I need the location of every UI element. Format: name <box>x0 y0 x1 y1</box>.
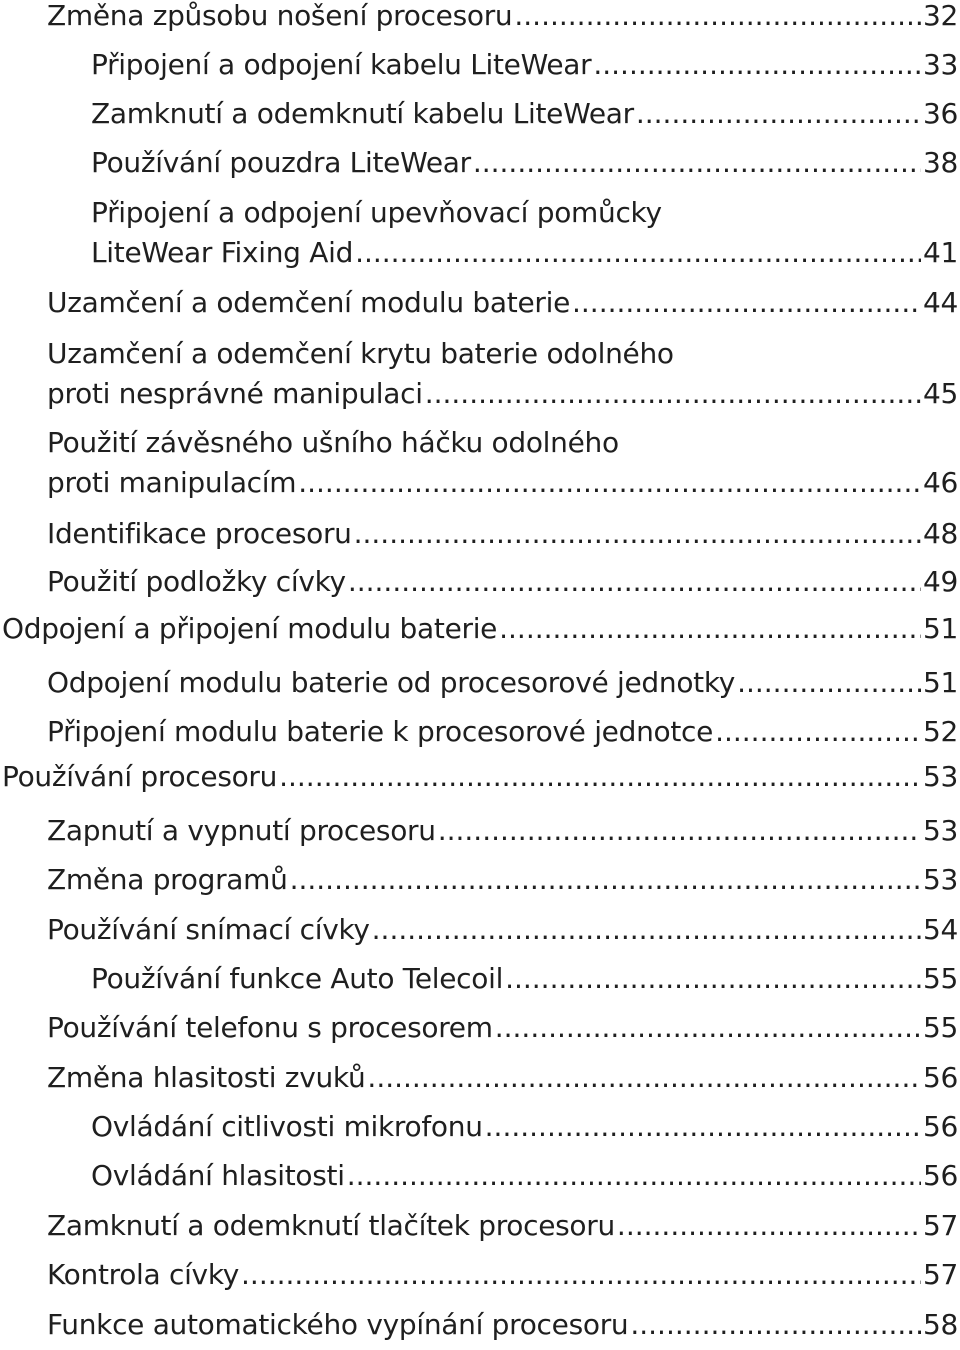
toc-entry[interactable] <box>47 423 958 503</box>
toc-entry[interactable] <box>47 514 958 554</box>
toc-leader-dots <box>367 1058 921 1098</box>
toc-entry-title: Připojení a odpojení kabelu LiteWear <box>91 48 592 81</box>
toc-entry[interactable] <box>47 860 958 900</box>
toc-entry-title: Kontrola cívky <box>47 1258 240 1291</box>
toc-entry-title: Ovládání hlasitosti <box>91 1159 345 1192</box>
toc-entry-title: Zamknutí a odemknutí kabelu LiteWear <box>91 97 634 130</box>
toc-leader-dots <box>279 757 921 797</box>
toc-entry-page: 56 <box>922 1159 958 1192</box>
toc-leader-dots <box>593 45 921 85</box>
toc-entry[interactable] <box>47 811 958 851</box>
toc-entry-page: 49 <box>922 565 958 598</box>
toc-entry[interactable] <box>47 663 958 703</box>
toc-leader-dots <box>372 910 921 950</box>
toc-entry-title: proti manipulacím <box>47 466 297 499</box>
toc-entry-title-line1: Připojení a odpojení upevňovací pomůcky <box>91 196 662 229</box>
toc-entry-page: 44 <box>922 286 958 319</box>
toc-entry-title: Používání telefonu s procesorem <box>47 1011 493 1044</box>
toc-entry[interactable] <box>91 959 958 999</box>
toc-entry-title: Používání funkce Auto Telecoil <box>91 962 504 995</box>
toc-entry[interactable] <box>91 193 958 273</box>
toc-entry-title: Odpojení a připojení modulu baterie <box>2 612 498 645</box>
toc-leader-dots <box>438 811 921 851</box>
toc-entry-title: Zapnutí a vypnutí procesoru <box>47 814 436 847</box>
toc-leader-dots <box>514 0 921 36</box>
toc-entry-title: Funkce automatického vypínání procesoru <box>47 1308 629 1341</box>
toc-entry[interactable] <box>91 94 958 134</box>
toc-entry-page: 53 <box>922 814 958 847</box>
toc-leader-dots <box>473 143 921 183</box>
toc-leader-dots <box>495 1008 921 1048</box>
toc-entry-page: 46 <box>922 466 958 499</box>
toc-entry-title-line1: Uzamčení a odemčení krytu baterie odolného <box>47 337 674 370</box>
toc-entry-title: proti nesprávné manipulaci <box>47 377 423 410</box>
toc-leader-dots <box>572 283 921 323</box>
toc-entry-page: 33 <box>922 48 958 81</box>
toc-entry-title: Změna hlasitosti zvuků <box>47 1061 366 1094</box>
toc-leader-dots <box>347 1156 921 1196</box>
toc-entry[interactable] <box>91 45 958 85</box>
toc-entry-title-line1: Použití závěsného ušního háčku odolného <box>47 426 619 459</box>
toc-leader-dots <box>636 94 921 134</box>
toc-entry[interactable] <box>2 609 958 649</box>
toc-entry-title: Ovládání citlivosti mikrofonu <box>91 1110 483 1143</box>
toc-entry-title: Používání snímací cívky <box>47 913 370 946</box>
toc-entry-page: 36 <box>922 97 958 130</box>
toc-entry-page: 48 <box>922 517 958 550</box>
toc-entry-page: 55 <box>922 962 958 995</box>
toc-entry[interactable] <box>47 334 958 414</box>
toc-entry-page: 57 <box>922 1258 958 1291</box>
toc-entry-page: 58 <box>922 1308 958 1341</box>
toc-leader-dots <box>290 860 921 900</box>
toc-entry-page: 57 <box>922 1209 958 1242</box>
toc-entry[interactable] <box>47 562 958 602</box>
toc-entry-page: 51 <box>922 612 958 645</box>
toc-entry[interactable] <box>47 1008 958 1048</box>
toc-entry[interactable] <box>91 1107 958 1147</box>
toc-entry-page: 52 <box>922 715 958 748</box>
toc-entry-title: Odpojení modulu baterie od procesorové jednotky <box>47 666 736 699</box>
toc-entry-title: Změna programů <box>47 863 288 896</box>
toc-entry[interactable] <box>47 0 958 36</box>
toc-leader-dots <box>630 1305 921 1345</box>
toc-entry[interactable] <box>47 910 958 950</box>
toc-entry[interactable] <box>47 1058 958 1098</box>
toc-leader-dots <box>355 233 921 273</box>
toc-leader-dots <box>241 1255 921 1295</box>
toc-entry[interactable] <box>2 757 958 797</box>
toc-leader-dots <box>505 959 921 999</box>
toc-entry-title: Změna způsobu nošení procesoru <box>47 0 513 32</box>
toc-leader-dots <box>485 1107 921 1147</box>
toc-leader-dots <box>617 1206 921 1246</box>
toc-entry-page: 51 <box>922 666 958 699</box>
toc-entry[interactable] <box>91 1156 958 1196</box>
toc-entry[interactable] <box>47 1206 958 1246</box>
toc-entry[interactable] <box>47 1255 958 1295</box>
toc-entry[interactable] <box>47 712 958 752</box>
toc-entry[interactable] <box>91 143 958 183</box>
toc-leader-dots <box>348 562 921 602</box>
toc-entry[interactable] <box>47 1305 958 1345</box>
toc-entry-title: LiteWear Fixing Aid <box>91 236 354 269</box>
toc-leader-dots <box>425 374 921 414</box>
toc-entry-page: 38 <box>922 146 958 179</box>
toc-entry-page: 53 <box>922 760 958 793</box>
toc-leader-dots <box>298 463 921 503</box>
toc-entry-page: 54 <box>922 913 958 946</box>
toc-entry-page: 53 <box>922 863 958 896</box>
toc-entry-title: Použití podložky cívky <box>47 565 346 598</box>
toc-entry-title: Zamknutí a odemknutí tlačítek procesoru <box>47 1209 615 1242</box>
toc-entry-page: 55 <box>922 1011 958 1044</box>
toc-leader-dots <box>715 712 921 752</box>
toc-entry-title: Používání pouzdra LiteWear <box>91 146 471 179</box>
toc-entry-title: Připojení modulu baterie k procesorové jednotce <box>47 715 714 748</box>
toc-entry[interactable] <box>47 283 958 323</box>
toc-entry-page: 32 <box>922 0 958 32</box>
toc-entry-page: 41 <box>922 236 958 269</box>
toc-entry-title: Identifikace procesoru <box>47 517 352 550</box>
toc-leader-dots <box>354 514 921 554</box>
toc-entry-title: Používání procesoru <box>2 760 278 793</box>
toc-entry-page: 45 <box>922 377 958 410</box>
toc-entry-page: 56 <box>922 1110 958 1143</box>
toc-entry-page: 56 <box>922 1061 958 1094</box>
toc-entry-title: Uzamčení a odemčení modulu baterie <box>47 286 570 319</box>
toc-leader-dots <box>499 609 921 649</box>
toc-leader-dots <box>737 663 921 703</box>
